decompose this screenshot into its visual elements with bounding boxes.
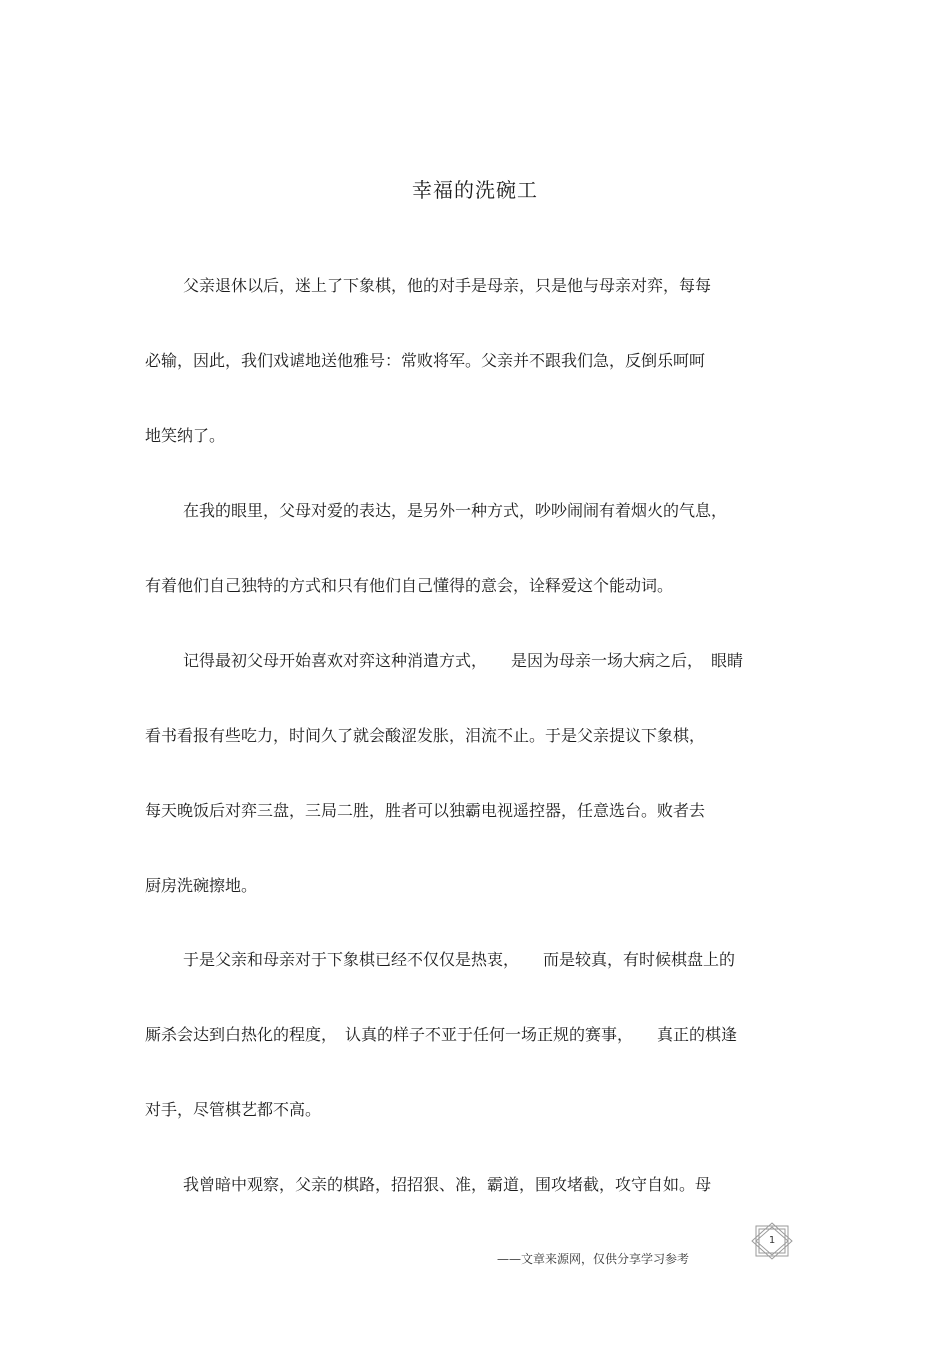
paragraph-line: 每天晚饭后对弈三盘，三局二胜，胜者可以独霸电视遥控器，任意选台。败者去 <box>145 801 706 820</box>
paragraph-line: 记得最初父母开始喜欢对弈这种消遣方式， 是因为母亲一场大病之后， 眼睛 <box>183 651 744 670</box>
paragraph-line: 父亲退休以后，迷上了下象棋，他的对手是母亲，只是他与母亲对弈，每每 <box>183 276 712 295</box>
paragraph-line: 看书看报有些吃力，时间久了就会酸涩发胀，泪流不止。于是父亲提议下象棋， <box>145 726 706 745</box>
page-number-badge <box>750 1222 794 1260</box>
paragraph-line: 我曾暗中观察，父亲的棋路，招招狠、准，霸道，围攻堵截，攻守自如。母 <box>183 1175 712 1194</box>
paragraph-line: 厨房洗碗擦地。 <box>145 876 258 895</box>
paragraph-line: 必输，因此，我们戏谑地送他雅号：常败将军。父亲并不跟我们急，反倒乐呵呵 <box>145 351 706 370</box>
paragraph-line: 厮杀会达到白热化的程度， 认真的样子不亚于任何一场正规的赛事， 真正的棋逢 <box>145 1025 738 1044</box>
page-number: 1 <box>768 1235 776 1246</box>
paragraph-line: 地笑纳了。 <box>145 426 226 445</box>
paragraph-line: 于是父亲和母亲对于下象棋已经不仅仅是热衷， 而是较真，有时候棋盘上的 <box>183 950 736 969</box>
source-note: ——文章来源网，仅供分享学习参考 <box>497 1252 690 1266</box>
paragraph-line: 在我的眼里，父母对爱的表达，是另外一种方式，吵吵闹闹有着烟火的气息， <box>183 501 728 520</box>
paragraph-line: 对手，尽管棋艺都不高。 <box>145 1100 322 1119</box>
paragraph-line: 有着他们自己独特的方式和只有他们自己懂得的意会，诠释爱这个能动词。 <box>145 576 674 595</box>
document-title: 幸福的洗碗工 <box>412 178 538 202</box>
